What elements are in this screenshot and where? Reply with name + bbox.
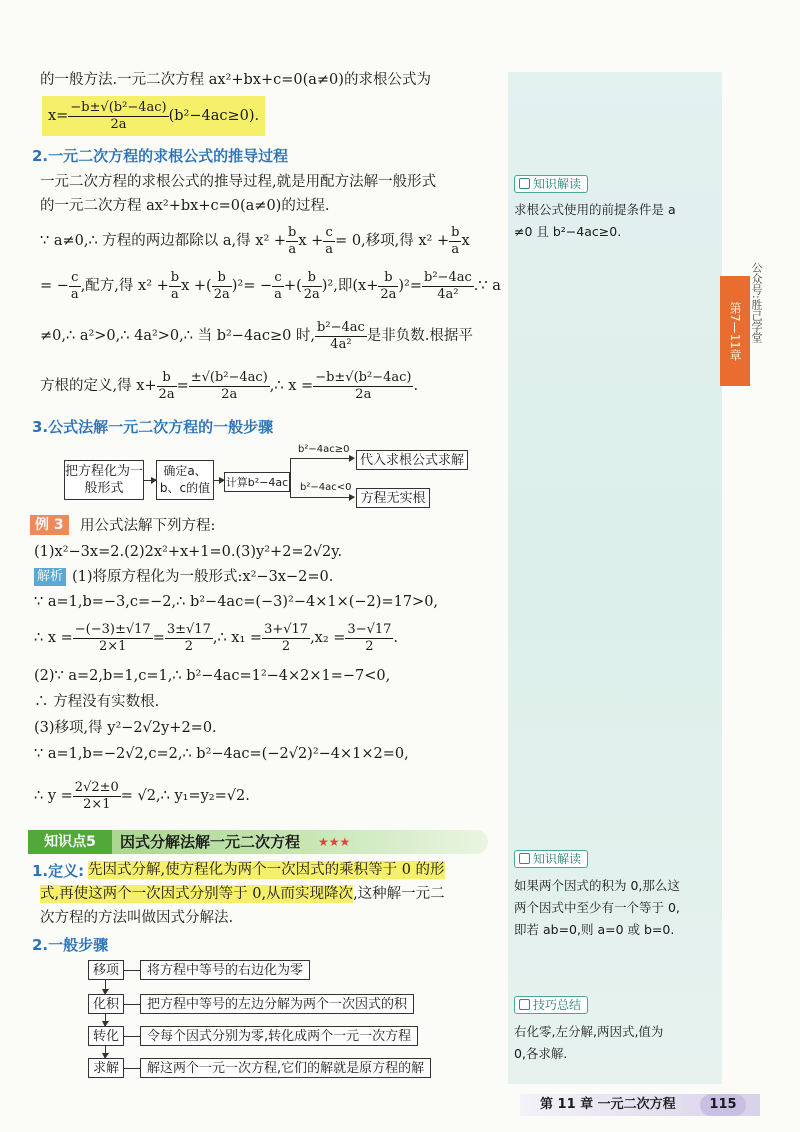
flow-arrow [290, 497, 354, 498]
section2-heading: 2.一元二次方程的求根公式的推导过程 [32, 147, 289, 165]
derivation-line-2: = − $\frac{c}{a}$ ,配方,得 x² + $\frac{b}{a}$ x + ( $\frac{b}{2a}$ )² = − $\frac{c}{a}$ + ( $\frac{b}{2a}$ )² ,即 (x+ $\frac{b}{2a}$ )² = $\frac{\text{b²−4ac}}{\text{4a²}}$ .∵ a [40, 269, 501, 302]
flow-condition-nonneg: b²−4ac≥0 [298, 444, 350, 455]
side-watermark-text: 公众号:胜己学堂 [750, 262, 763, 343]
sidebar-note: ≠0 且 b²−4ac≥0. [514, 224, 622, 239]
flow-branch [290, 458, 291, 498]
step-label: 求解 [88, 1058, 124, 1078]
step-connector [124, 970, 140, 971]
magnifier-icon [519, 999, 530, 1010]
root-formula [42, 96, 265, 136]
formula-fraction: $\frac{\text{−b±√(b²−4ac)}}{2a}$ [70, 99, 167, 132]
flow-step-standard-form: 把方程化为一般形式 [64, 460, 144, 500]
formula-condition: (b²−4ac≥0). [168, 108, 260, 124]
flow-arrow [144, 480, 156, 481]
flow-result-no-root: 方程无实根 [356, 488, 430, 508]
step-arrow [105, 1014, 106, 1026]
step-connector [124, 1004, 140, 1005]
solution-line: (1)将原方程化为一般形式:x²−3x−2=0. [72, 569, 334, 585]
solution-line: ∵ a=1,b=−2√2,c=2,∴ b²−4ac=(−2√2)²−4×1×2=0, [34, 746, 409, 762]
footer-chapter: 第 11 章 一元二次方程 [540, 1097, 676, 1112]
knowledge-point-badge: 知识点5 [28, 830, 112, 854]
definition-line-3: 次方程的方法叫做因式分解法. [40, 910, 234, 926]
solution-line-y: ∴ y = $\frac{2√2\pm 0}{2\times 1}$ = √2,∴ y₁=y₂=√2. [34, 779, 250, 812]
knowledge-point-title: 因式分解法解一元二次方程 [120, 833, 301, 851]
step-description: 把方程中等号的左边分解为两个一次因式的积 [140, 994, 414, 1014]
flow-step-determine-abc: 确定a、b、c的值 [156, 460, 214, 500]
sidebar-note: 两个因式中至少有一个等于 0, [514, 900, 680, 915]
intro-line: 的一般方法.一元二次方程 ax²+bx+c=0(a≠0)的求根公式为 [40, 72, 431, 88]
formula-x: x= [48, 108, 69, 124]
step-arrow [105, 980, 106, 994]
derivation-line-1: ∵ a≠0,∴ 方程的两边都除以 a,得 x² + $\frac{b}{a}$ x + $\frac{c}{a}$ = 0,移项,得 x² + $\frac{b}{a}$ x [40, 224, 470, 257]
tag-knowledge-reading-2: 知识解读 [514, 850, 588, 868]
magnifier-icon [519, 178, 530, 189]
page-number: 115 [700, 1094, 746, 1116]
magnifier-icon [519, 853, 530, 864]
analysis-badge: 解析 [34, 568, 66, 586]
sidebar-note: 0,各求解. [514, 1046, 568, 1061]
step-description: 将方程中等号的右边化为零 [140, 960, 310, 980]
step-label: 化积 [88, 994, 124, 1014]
text-line: 一元二次方程的求根公式的推导过程,就是用配方法解一般形式 [40, 174, 437, 190]
step-arrow [105, 1046, 106, 1058]
example-prompt: 用公式法解下列方程: [80, 518, 216, 534]
section3-heading: 3.公式法解一元二次方程的一般步骤 [32, 418, 274, 436]
chapter-tab: 第7—11章 [720, 276, 750, 386]
solution-line: ∵ a=1,b=−3,c=−2,∴ b²−4ac=(−3)²−4×1×(−2)=17>0, [34, 594, 439, 610]
flow-step-discriminant: 计算b²−4ac [224, 472, 290, 492]
definition-line-2: 式,再使这两个一次因式分别等于 0,从而实现降次,这种解一元二 [40, 886, 445, 902]
tag-tips-summary: 技巧总结 [514, 996, 588, 1014]
definition-label: 1.定义: [32, 862, 85, 880]
text-line: 的一元二次方程 ax²+bx+c=0(a≠0)的过程. [40, 198, 330, 214]
step-label: 转化 [88, 1026, 124, 1046]
step-description: 令每个因式分别为零,转化成两个一元一次方程 [140, 1026, 418, 1046]
tag-knowledge-reading-1: 知识解读 [514, 175, 588, 193]
step-connector [124, 1068, 140, 1069]
step-label: 移项 [88, 960, 124, 980]
flow-result-formula: 代入求根公式求解 [356, 450, 468, 470]
steps-heading: 2.一般步骤 [32, 936, 109, 954]
solution-line: ∴ 方程没有实数根. [34, 694, 160, 710]
definition-line-1: 先因式分解,使方程化为两个一次因式的乘积等于 0 的形 [88, 862, 445, 878]
sidebar-note: 即若 ab=0,则 a=0 或 b=0. [514, 922, 675, 937]
sidebar-note: 如果两个因式的积为 0,那么这 [514, 878, 680, 893]
sidebar-note: 求根公式使用的前提条件是 a [514, 202, 676, 217]
flow-arrow [290, 458, 354, 459]
solution-line: (2)∵ a=2,b=1,c=1,∴ b²−4ac=1²−4×2×1=−7<0, [34, 668, 391, 684]
difficulty-stars: ★★★ [318, 835, 351, 849]
flow-arrow [214, 480, 224, 481]
derivation-line-3: ≠0,∴ a²>0,∴ 4a²>0,∴ 当 b²−4ac≥0 时, $\frac{\text{b²−4ac}}{\text{4a²}}$ 是非负数.根据平 [40, 319, 473, 352]
step-connector [124, 1036, 140, 1037]
step-description: 解这两个一元一次方程,它们的解就是原方程的解 [140, 1058, 431, 1078]
sidebar-note: 右化零,左分解,两因式,值为 [514, 1024, 664, 1039]
derivation-line-4: 方根的定义,得 x+ $\frac{b}{2a}$ = $\frac{\text{±√(b²−4ac)}}{2a}$ ,∴ x = $\frac{\text{−b±√(b²−4ac)}}{2a}$ . [40, 369, 419, 402]
example-badge: 例 3 [30, 515, 69, 535]
flow-condition-neg: b²−4ac<0 [300, 482, 352, 493]
solution-line-fractions: ∴ x = $\frac{-(-3)\pm√17}{2\times 1}$ = $\frac{3\pm√17}{2}$ ,∴ x₁ = $\frac{3+√17}{2}$ ,x₂ = $\frac{3-√17}{2}$ . [34, 621, 399, 654]
solution-line: (3)移项,得 y²−2√2y+2=0. [34, 720, 217, 736]
example-equations: (1)x²−3x=2.(2)2x²+x+1=0.(3)y²+2=2√2y. [34, 544, 343, 560]
